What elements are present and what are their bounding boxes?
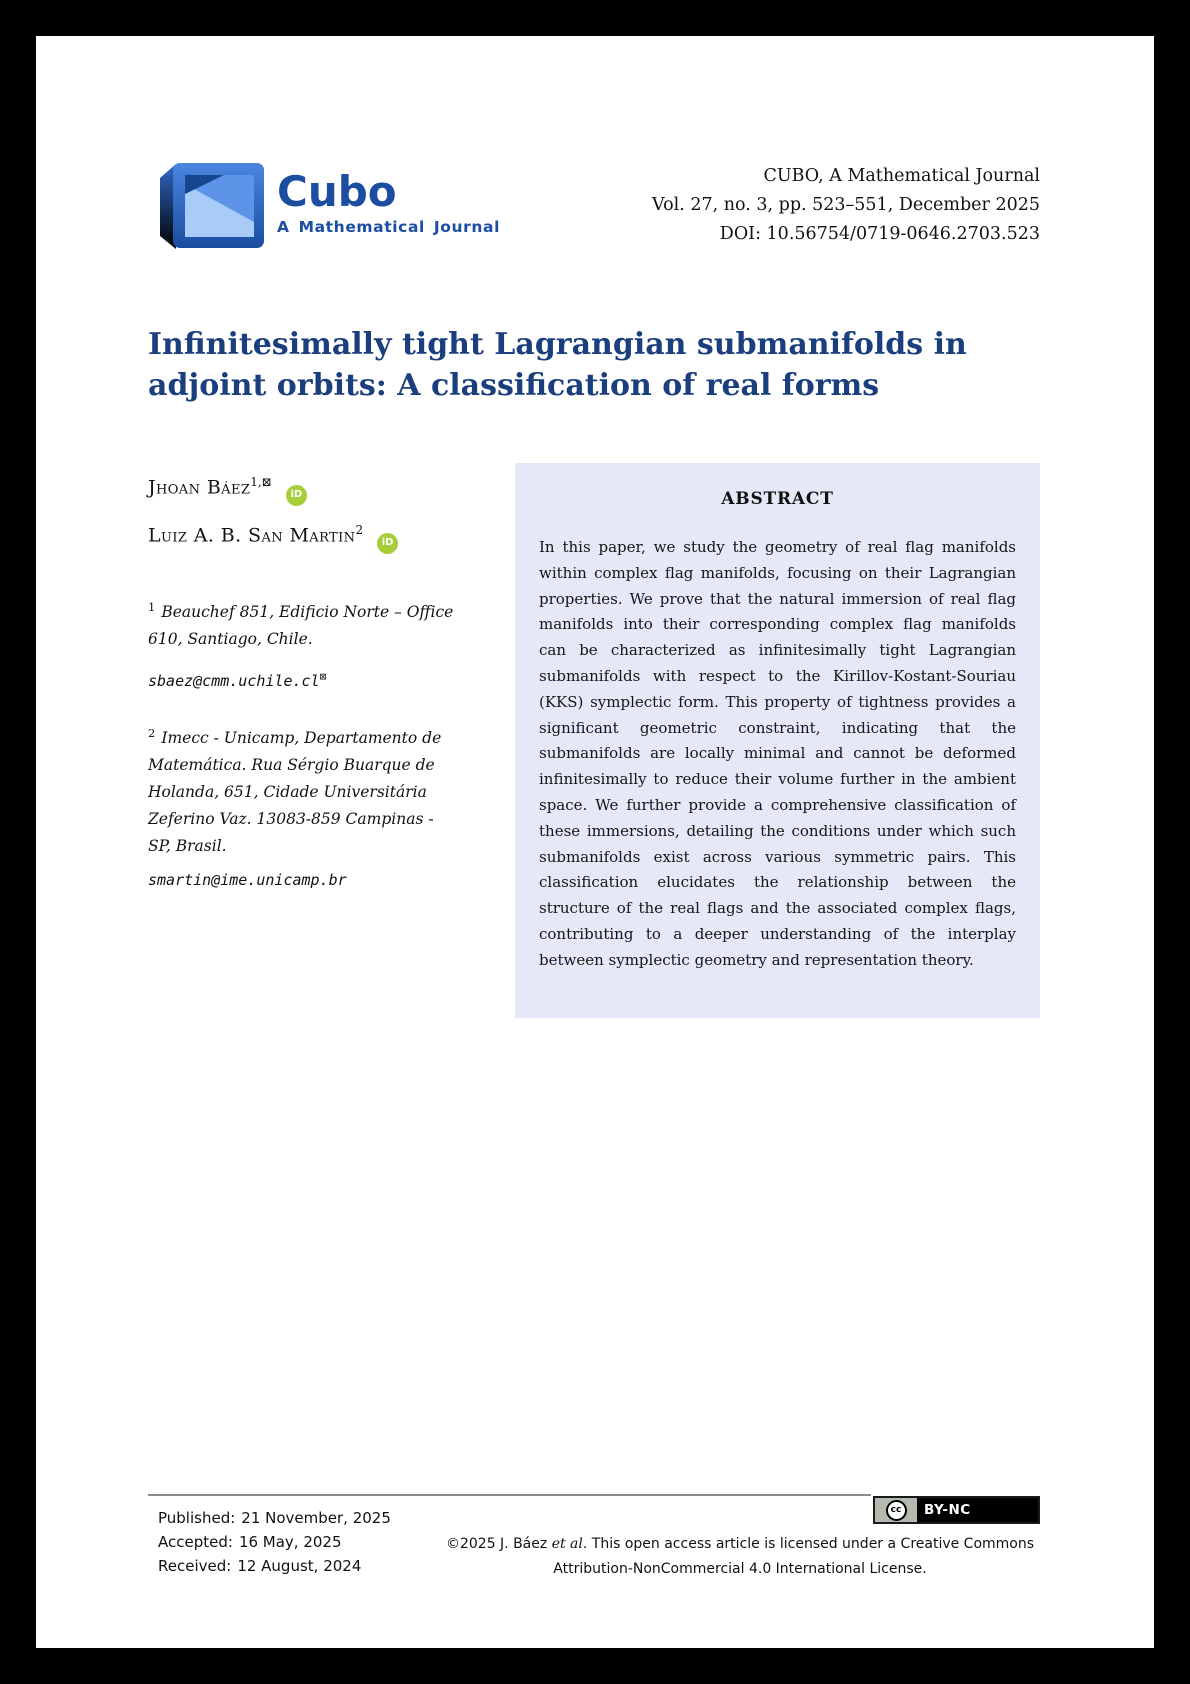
author-1: [148, 470, 458, 506]
orcid-icon[interactable]: iD: [377, 533, 398, 554]
abstract-text: In this paper, we study the geometry of real flag manifolds within complex flag manifolds, focusing on their Lagrangian properties. We prove that the natural immersion of real flag manifolds into their corresponding complex flag manifolds can be characterized as infinitesimally tight Lagrangian submanifolds with respect to the Kirillov-Kostant-Souriau (KKS) symplectic form. This property of tightness provides a significant geometric constraint, indicating that the submanifolds are locally minimal and cannot be deformed infinitesimally to reduce their volume further in the ambient space. We further provide a comprehensive classification of these immersions, detailing the conditions under which such submanifolds exist across various symmetric pairs. This classification elucidates the relationship between the structure of the real flags and the associated complex flags, contributing to a deeper understanding of the interplay between symplectic geometry and representation theory.: [539, 538, 1016, 969]
article-title: Infinitesimally tight Lagrangian submanifolds in adjoint orbits: A classification of real forms: [148, 327, 967, 403]
etal-text: et al.: [551, 1536, 588, 1552]
published-date: [158, 1506, 391, 1530]
copyright-text: ©2025 J. Báez: [445, 1536, 552, 1552]
accepted-date: [158, 1530, 391, 1554]
journal-volume-line: Vol. 27, no. 3, pp. 523–551, December 2025: [652, 195, 1040, 215]
journal-doi-line: DOI: 10.56754/0719-0646.2703.523: [719, 224, 1040, 244]
cubo-cube-icon: [160, 160, 264, 250]
license-line-1: [440, 1532, 1040, 1557]
journal-logo: [160, 160, 500, 250]
paper-page: [36, 36, 1154, 1648]
author-2: [148, 518, 458, 554]
journal-header-info: [652, 162, 1040, 249]
received-label: Received:: [158, 1557, 232, 1575]
accepted-label: Accepted:: [158, 1533, 233, 1551]
published-label: Published:: [158, 1509, 236, 1527]
cc-badge-label: BY-NC: [924, 1502, 971, 1518]
logo-text: [277, 160, 500, 250]
received-date: [158, 1554, 391, 1578]
author-2-superscript: 2: [355, 522, 364, 537]
author-1-name: Jhoan Báez: [148, 476, 251, 499]
affiliation-2-text: Imecc - Unicamp, Departamento de Matemática. Rua Sérgio Buarque de Holanda, 651, Cidade Universitária Zeferino Vaz. 13083-859 Campinas - SP, Brasil.: [148, 728, 442, 855]
license-line-1-rest: This open access article is licensed under a Creative Commons: [587, 1536, 1035, 1552]
abstract-box: [515, 463, 1040, 1018]
envelope-icon: ⊠: [319, 669, 327, 683]
affiliation-1-text: Beauchef 851, Edificio Norte – Office 610, Santiago, Chile.: [148, 602, 454, 648]
author-2-name: Luiz A. B. San Martin: [148, 524, 356, 547]
license-statement: [440, 1532, 1040, 1582]
affiliation-2-marker: 2: [148, 725, 156, 740]
author-1-email-text[interactable]: sbaez@cmm.uchile.cl: [148, 671, 320, 690]
license-line-2: Attribution-NonCommercial 4.0 International License.: [553, 1561, 927, 1577]
orcid-icon[interactable]: iD: [286, 485, 307, 506]
received-value: 12 August, 2024: [237, 1557, 362, 1575]
abstract-heading: ABSTRACT: [721, 489, 834, 509]
published-value: 21 November, 2025: [241, 1509, 391, 1527]
author-2-email-text[interactable]: smartin@ime.unicamp.br: [148, 870, 347, 889]
article-dates: [158, 1506, 391, 1578]
author-1-superscript envelope-icon: 1,⊠: [250, 475, 272, 489]
author-1-email[interactable]: [148, 666, 458, 692]
journal-name-line: CUBO, A Mathematical Journal: [763, 166, 1040, 186]
affiliation-2: [148, 720, 458, 860]
affiliation-1-marker: 1: [148, 599, 156, 614]
author-2-email[interactable]: [148, 869, 458, 891]
cc-icon-cell: [875, 1498, 917, 1522]
cc-icon: cc: [886, 1500, 907, 1521]
accepted-value: 16 May, 2025: [238, 1533, 342, 1551]
logo-wordmark: Cubo: [277, 167, 397, 216]
author-block: [148, 470, 458, 891]
cc-by-nc-badge[interactable]: [873, 1496, 1040, 1524]
footer-divider: [148, 1494, 871, 1496]
logo-subtitle: A Mathematical Journal: [277, 218, 501, 236]
affiliation-1: [148, 594, 458, 653]
